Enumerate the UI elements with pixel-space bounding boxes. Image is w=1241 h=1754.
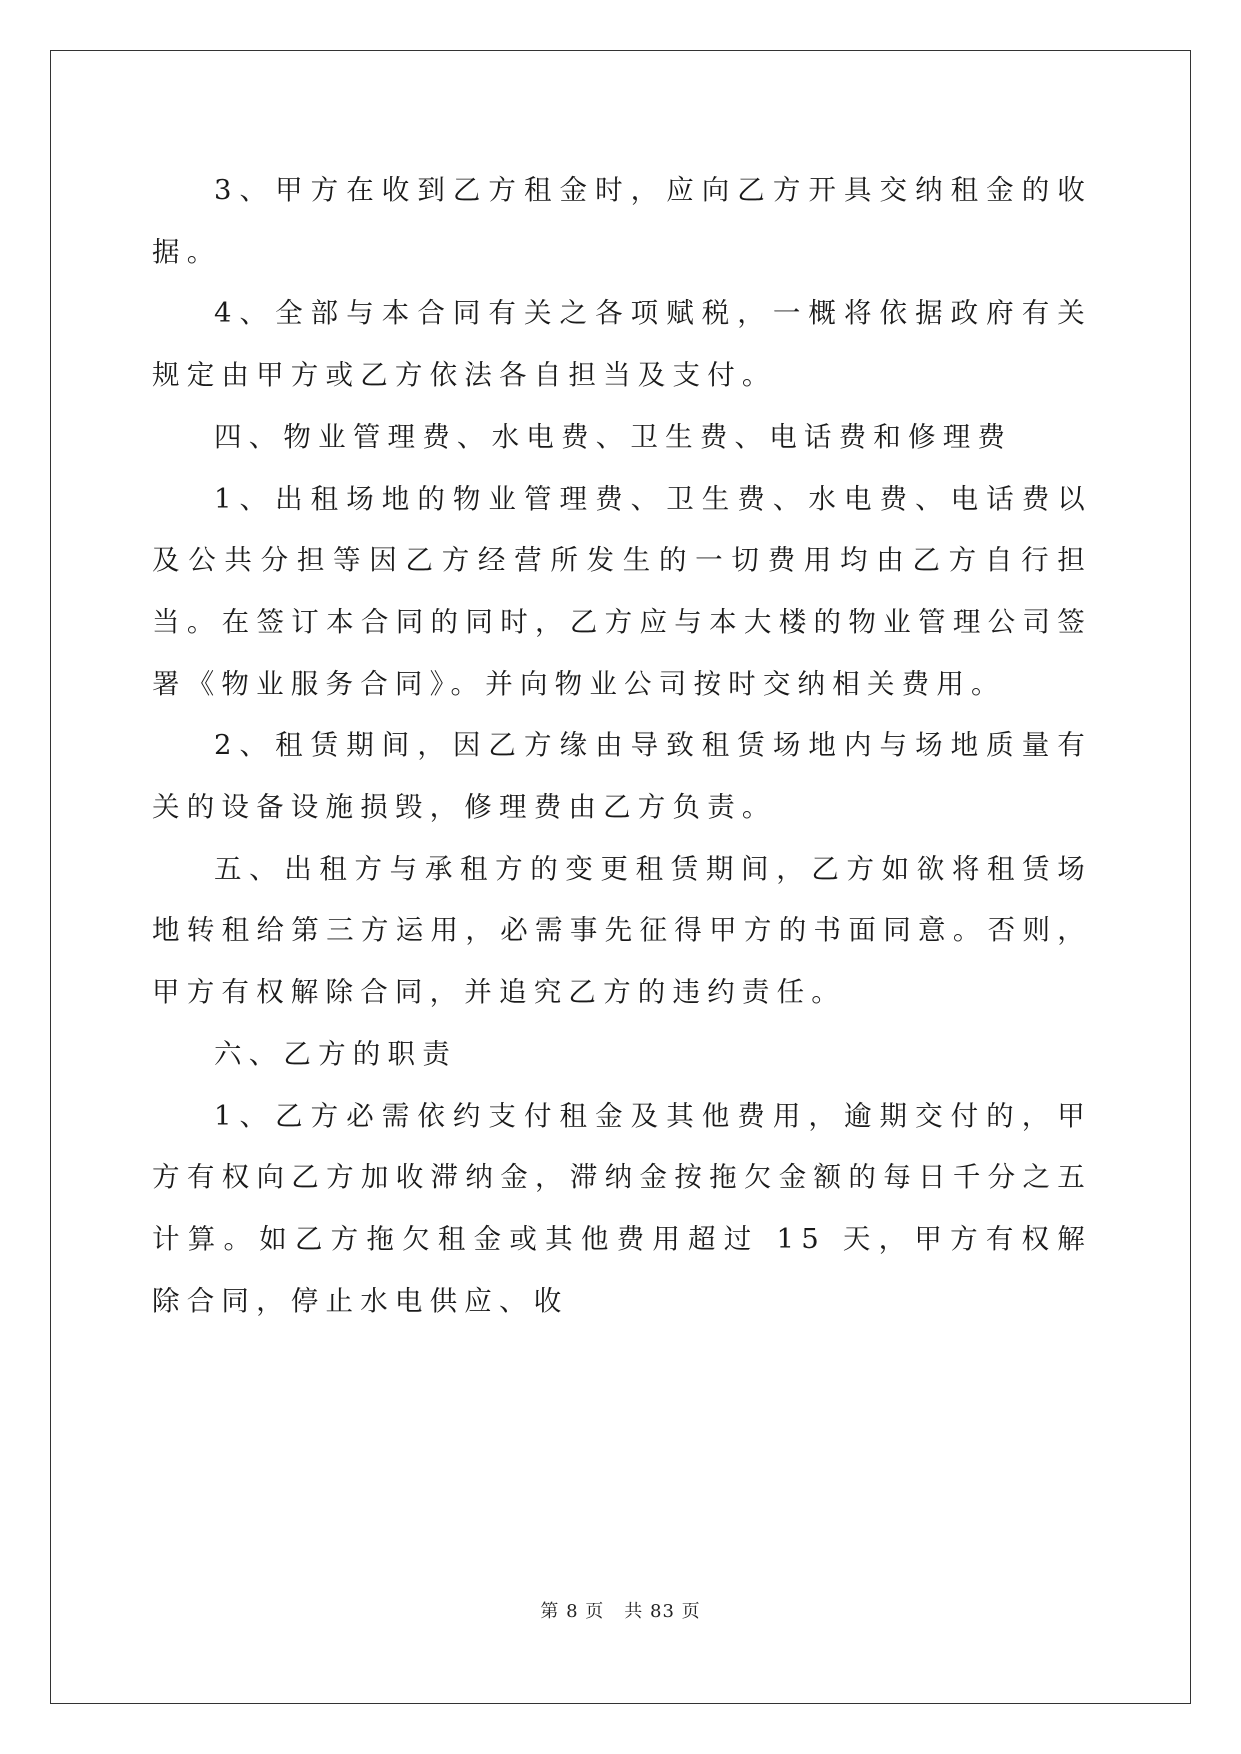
page-footer — [0, 1597, 1241, 1623]
paragraph-repair-fees: 2、租赁期间，因乙方缘由导致租赁场地内与场地质量有关的设备设施损毁，修理费由乙方负责。 — [152, 729, 1092, 824]
document-body — [152, 160, 1092, 1332]
paragraph-property-fees: 1、出租场地的物业管理费、卫生费、水电费、电话费以及公共分担等因乙方经营所发生的一切费用均由乙方自行担当。在签订本合同的同时，乙方应与本大楼的物业管理公司签署《物业服务合同》。并向物业公司按时交纳相关费用。 — [152, 482, 1092, 700]
paragraph-receipt: 3、甲方在收到乙方租金时，应向乙方开具交纳租金的收据。 — [152, 174, 1092, 268]
paragraph-late-payment: 1、乙方必需依约支付租金及其他费用，逾期交付的，甲方有权向乙方加收滞纳金，滞纳金按拖欠金额的每日千分之五计算。如乙方拖欠租金或其他费用超过 15 天，甲方有权解除合同，停止水电供应、收 — [152, 1099, 1092, 1317]
section-heading-fees: 四、物业管理费、水电费、卫生费、电话费和修理费 — [214, 420, 1013, 453]
paragraph-taxes: 4、全部与本合同有关之各项赋税，一概将依据政府有关规定由甲方或乙方依法各自担当及支付。 — [152, 297, 1092, 392]
section-heading-duties: 六、乙方的职责 — [214, 1037, 457, 1070]
paragraph-sublease: 五、出租方与承租方的变更租赁期间，乙方如欲将租赁场地转租给第三方运用，必需事先征得甲方的书面同意。否则，甲方有权解除合同，并追究乙方的违约责任。 — [152, 852, 1092, 1009]
total-page-count: 共 83 页 — [624, 1601, 701, 1622]
current-page-number: 第 8 页 — [540, 1601, 605, 1622]
